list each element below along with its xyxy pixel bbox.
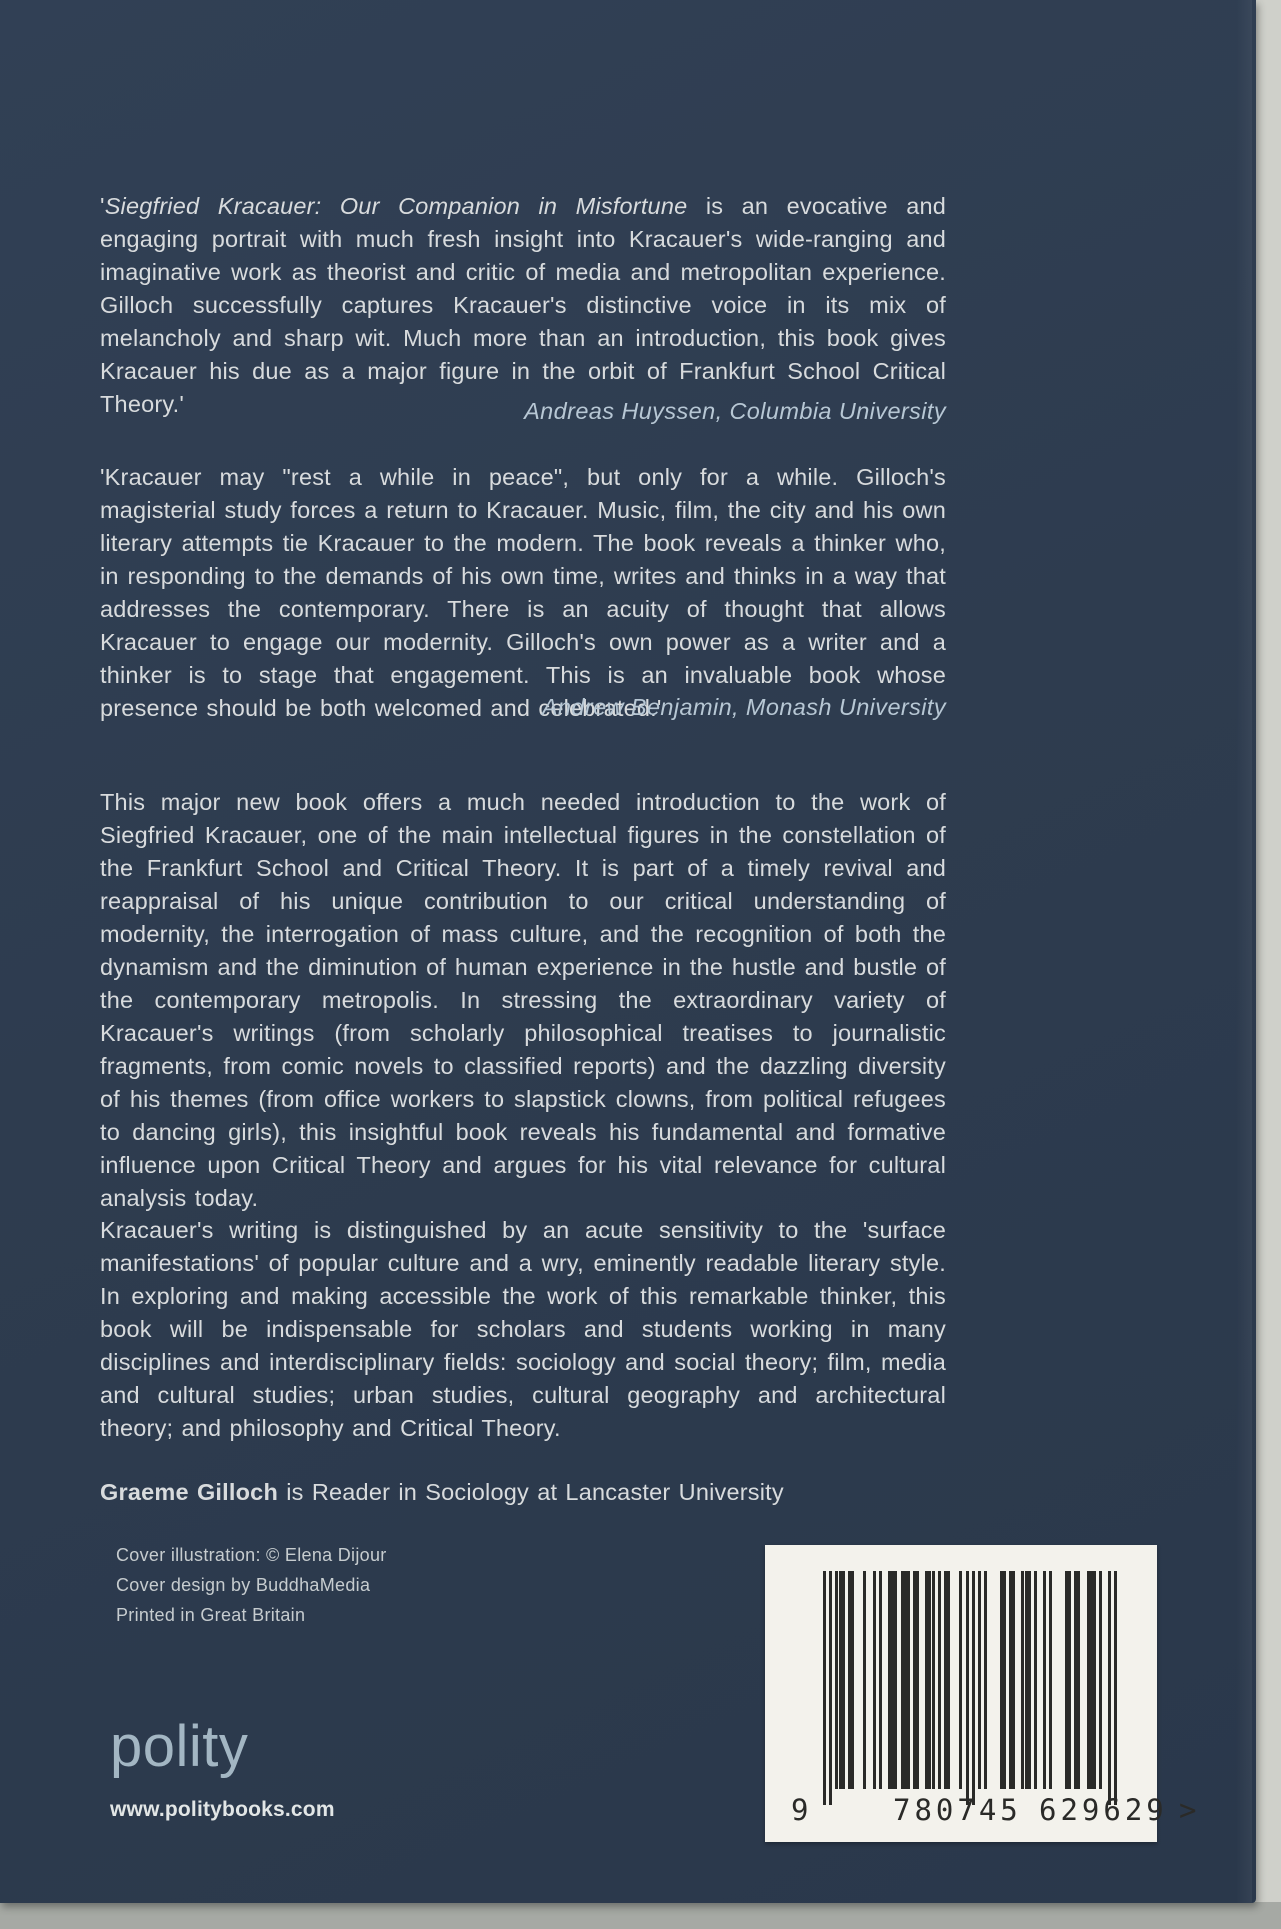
barcode-group-1: 780745 <box>893 1793 1022 1827</box>
quote-2: 'Kracauer may "rest a while in peace", but only for a while. Gilloch's magisterial study forces a return to Kracauer. Music, film, the city and his own literary attempts tie Kracauer to the modern. The book reveals a thinker who, in responding to the demands of his own time, writes and thinks in a way that addresses the contemporary. There is an acuity of thought that allows Kracauer to engage our modernity. Gilloch's own power as a writer and a thinker is to stage that engagement. This is an invaluable book whose presence should be both welcomed and celebrated.' <box>100 463 946 721</box>
quote-1-book-title: Siegfried Kracauer: Our Companion in Misfortune <box>104 192 688 219</box>
barcode-group-2: 629629 <box>1039 1793 1168 1827</box>
publisher-website: www.politybooks.com <box>110 1798 335 1821</box>
barcode-module <box>1114 1571 1117 1805</box>
page-edge-right <box>1254 0 1281 1929</box>
page-edge-bottom <box>0 1902 1281 1929</box>
quote-1 <box>100 190 946 421</box>
author-role: is Reader in Sociology at Lancaster University <box>278 1478 784 1505</box>
quote-1-attribution: Andreas Huyssen, Columbia University <box>524 397 946 424</box>
barcode-bars <box>823 1571 1118 1805</box>
quote-1-open: ' <box>100 192 105 219</box>
quote-1-body: is an evocative and engaging portrait with much fresh insight into Kracauer's wide-ranging and imaginative work as theorist and critic of media and metropolitan experience. Gilloch successfully captures Kracauer's distinctive voice in its mix of melancholy and sharp wit. Much more than an introduction, this book gives Kracauer his due as a major figure in the orbit of Frankfurt School Critical Theory.' <box>100 192 946 417</box>
credits-block <box>116 1540 387 1630</box>
barcode-suffix: > <box>1179 1793 1197 1827</box>
barcode-lead-digit: 9 <box>791 1793 809 1827</box>
author-line <box>100 1476 946 1509</box>
quote-2-attribution: Andrew Benjamin, Monash University <box>541 693 946 720</box>
author-name: Graeme Gilloch <box>100 1478 279 1505</box>
barcode-digits <box>765 1789 1197 1835</box>
credit-cover-illustration: Cover illustration: © Elena Dijour <box>116 1545 387 1565</box>
credit-cover-design: Cover design by BuddhaMedia <box>116 1575 371 1595</box>
description-paragraph-2: Kracauer's writing is distinguished by an acute sensitivity to the 'surface manifestations' of popular culture and a wry, eminently readable literary style. In exploring and making accessible the work of this remarkable thinker, this book will be indispensable for scholars and students working in many disciplines and interdisciplinary fields: sociology and social theory; film, media and cultural studies; urban studies, cultural geography and architectural theory; and philosophy and Critical Theory. <box>100 1216 946 1441</box>
polity-logo: polity <box>110 1714 249 1779</box>
isbn-barcode <box>765 1545 1197 1842</box>
description-paragraph-1: This major new book offers a much needed introduction to the work of Siegfried Kracauer, one of the main intellectual figures in the constellation of the Frankfurt School and Critical Theory. It is part of a timely revival and reappraisal of his unique contribution to our critical understanding of modernity, the interrogation of mass culture, and the recognition of both the dynamism and the diminution of human experience in the hustle and bustle of the contemporary metropolis. In stressing the extraordinary variety of Kracauer's writings (from scholarly philosophical treatises to journalistic fragments, from comic novels to classified reports) and the dazzling diversity of his themes (from office workers to slapstick clowns, from political refugees to dancing girls), this insightful book reveals his fundamental and formative influence upon Critical Theory and argues for his vital relevance for cultural analysis today. <box>100 788 946 1211</box>
credit-printed: Printed in Great Britain <box>116 1605 306 1625</box>
